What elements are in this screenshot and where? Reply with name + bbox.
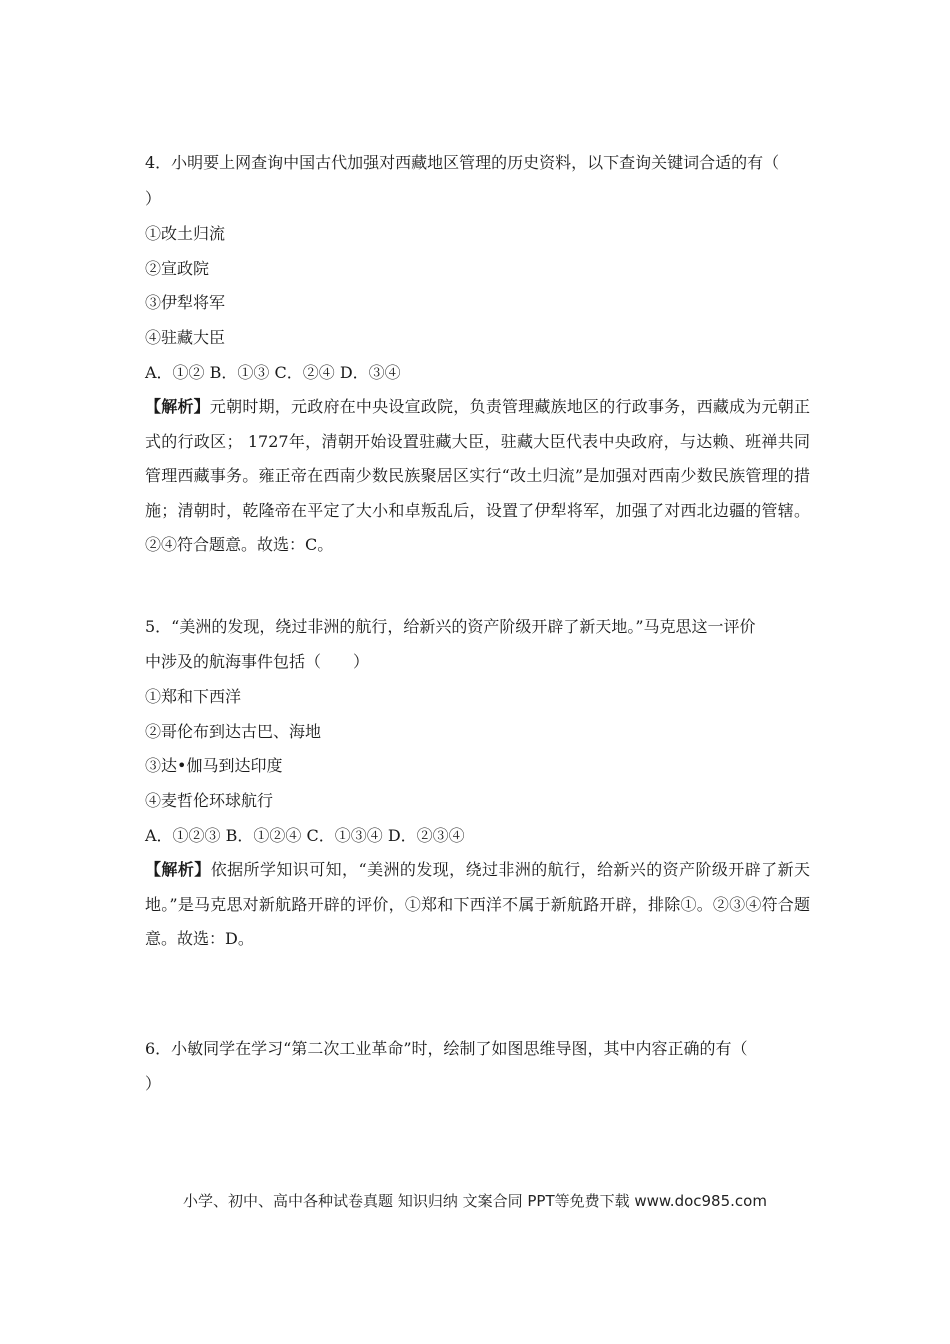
q5-choices: A．①②③ B．①②④ C．①③④ D．②③④ (145, 826, 465, 845)
q5-stem-line2: 中涉及的航海事件包括（ ） (145, 652, 370, 671)
q5-stem-line1: 5．“美洲的发现，绕过非洲的航行，给新兴的资产阶级开辟了新天地。”马克思这一评价 (145, 617, 756, 636)
page-footer: 小学、初中、高中各种试卷真题 知识归纳 文案合同 PPT等免费下载 www.doc985.com (183, 1192, 767, 1210)
q5-analysis-text: 依据所学知识可知，“美洲的发现，绕过非洲的航行，给新兴的资产阶级开辟了新天地。”是马克思对新航路开辟的评价，①郑和下西洋不属于新航路开辟，排除①。②③④符合题意。故选：D。 (145, 860, 810, 948)
q4-analysis (145, 390, 810, 563)
q4-analysis-tag: 【解析】 (145, 397, 210, 416)
q4-analysis-text: 元朝时期，元政府在中央设宣政院，负责管理藏族地区的行政事务，西藏成为元朝正式的行政区； 1727年，清朝开始设置驻藏大臣，驻藏大臣代表中央政府，与达赖、班禅共同管理西藏事务。雍正帝在西南少数民族聚居区实行“改土归流”是加强对西南少数民族管理的措施；清朝时，乾隆帝在平定了大小和卓叛乱后，设置了伊犁将军，加强了对西北边疆的管辖。②④符合题意。故选：C。 (145, 397, 810, 554)
q4-option-4: ④驻藏大臣 (145, 328, 226, 347)
q4-stem-line1: 4．小明要上网查询中国古代加强对西藏地区管理的历史资料，以下查询关键词合适的有（ (145, 153, 780, 172)
q6-stem-line2: ） (145, 1074, 162, 1093)
q4-option-3: ③伊犁将军 (145, 293, 226, 312)
q6-stem-line1: 6．小敏同学在学习“第二次工业革命”时，绘制了如图思维导图，其中内容正确的有（ (145, 1039, 748, 1058)
q4-stem-line2: ） (145, 189, 162, 208)
q5-option-1: ①郑和下西洋 (145, 687, 242, 706)
q5-analysis (145, 853, 810, 957)
q5-option-3: ③达•伽马到达印度 (145, 756, 283, 775)
q5-option-2: ②哥伦布到达古巴、海地 (145, 722, 322, 741)
q5-analysis-tag: 【解析】 (145, 860, 211, 879)
q4-choices: A．①② B．①③ C．②④ D．③④ (145, 363, 401, 382)
q5-option-4: ④麦哲伦环球航行 (145, 791, 274, 810)
q4-option-1: ①改土归流 (145, 224, 226, 243)
q4-option-2: ②宣政院 (145, 259, 210, 278)
